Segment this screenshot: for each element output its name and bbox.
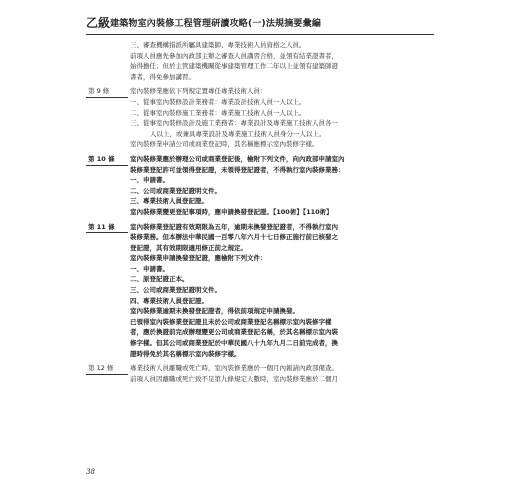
article-text — [130, 222, 434, 360]
book-title: 建築物室內裝修工程管理研讀攻略(一)法規摘要彙編 — [110, 19, 322, 29]
text-line: 專業技術人員離職或死亡時，室內裝修業應於一個月內報請內政部備查。 — [130, 364, 338, 373]
article-text — [130, 363, 434, 384]
text-line: 始得擔任；但於主管建築機關從事建築管理工作二年以上並領有建築師證 — [130, 62, 338, 71]
text-line: 室內裝修業變更登記事項時，應申請換發登記證。【100術】【110術】 — [130, 207, 333, 216]
article-number: 第 12 條 — [86, 363, 128, 375]
text-line: 人以上，或兼具專業設計及專業施工技術人員身分一人以上。 — [150, 129, 326, 138]
text-line: 室內裝修業逾期未換發登記證者，得依前項規定申請換發。 — [130, 307, 299, 316]
text-line: 四、專業技術人員登記證。 — [130, 296, 208, 305]
article-number: 第 9 條 — [86, 86, 128, 98]
text-line: 裝修業務。但本辦法中華民國一百零八年六月十七日修正施行前已核發之 — [130, 233, 338, 242]
text-line: 室內裝修業登記證有效期限為五年，逾期未換發登記證者，不得執行室內 — [130, 222, 338, 231]
text-line: 修字樣。但其公司或商業登記於中華民國八十九年九月二日前完成者，換 — [130, 339, 338, 348]
text-line: 一、從事室內裝修設計業務者：專業設計技術人員一人以上。 — [130, 97, 306, 106]
text-line: 室內裝修業申請公司或商業登記時，其名稱應標示室內裝修字樣。 — [130, 140, 319, 149]
text-line: 三、專業技術人員登記證。 — [130, 197, 208, 206]
article-block — [86, 222, 434, 360]
text-line: 裝修業登記許可並領得登記證，未領得登記證者，不得執行室內裝修業務： — [130, 165, 345, 174]
text-line: 者，應於換證前完成辦理變更公司或商業登記名稱，於其名稱標示室內裝 — [130, 328, 338, 337]
text-line: 一、申請書。 — [130, 176, 169, 185]
text-line: 二、公司或商業登記證明文件。 — [130, 186, 221, 195]
text-line: 二、從事室內裝修施工業務者：專業施工技術人員一人以上。 — [130, 108, 306, 117]
article-text — [130, 86, 434, 150]
page-number: 38 — [86, 468, 95, 476]
text-line: 三、從事室內裝修設計及施工業務者：專業設計及專業施工技術人員各一 — [130, 119, 338, 128]
article-text — [130, 154, 434, 218]
article-number: 第 11 條 — [86, 222, 128, 234]
article-block — [86, 86, 434, 150]
text-line: 已領得室內裝修業登記證且未於公司或商業登記名稱標示室內裝修字樣 — [130, 317, 332, 326]
preceding-paragraph — [130, 40, 434, 82]
text-line: 二、原登記證正本。 — [130, 275, 189, 284]
page-header — [86, 10, 434, 36]
text-line: 一、申請書。 — [130, 264, 169, 273]
text-line: 前項人員應先參加內政部主辦之審查人員講習合格，並領有結業證書者， — [130, 51, 338, 60]
text-line: 登記證，其有效期限適用修正前之規定。 — [130, 243, 247, 252]
text-line: 室內裝修業應依下列規定置專任專業技術人員： — [130, 87, 267, 96]
text-line: 書者，得免參加講習。 — [130, 72, 195, 81]
grade-logo: 乙級 — [86, 16, 111, 30]
article-block — [86, 363, 434, 384]
article-block — [86, 154, 434, 218]
text-line: 室內裝修業申請換發登記證，應檢附下列文件： — [130, 254, 267, 263]
article-number: 第 10 條 — [86, 154, 128, 166]
text-line: 三、公司或商業登記證明文件。 — [130, 286, 221, 295]
text-line: 前項人員因離職或死亡致不足第九條規定人數時，室內裝修業應於二個月 — [130, 374, 338, 383]
document-body — [86, 40, 434, 384]
text-line: 證時得免於其名稱標示室內裝修字樣。 — [130, 349, 241, 358]
text-line: 三、審查機構指派所屬具建築師、專業技術人員資格之人員。 — [130, 41, 306, 49]
header-rule — [86, 34, 434, 35]
text-line: 室內裝修業應於辦理公司或商業登記後，檢附下列文件，向內政部申請室內 — [130, 154, 345, 163]
